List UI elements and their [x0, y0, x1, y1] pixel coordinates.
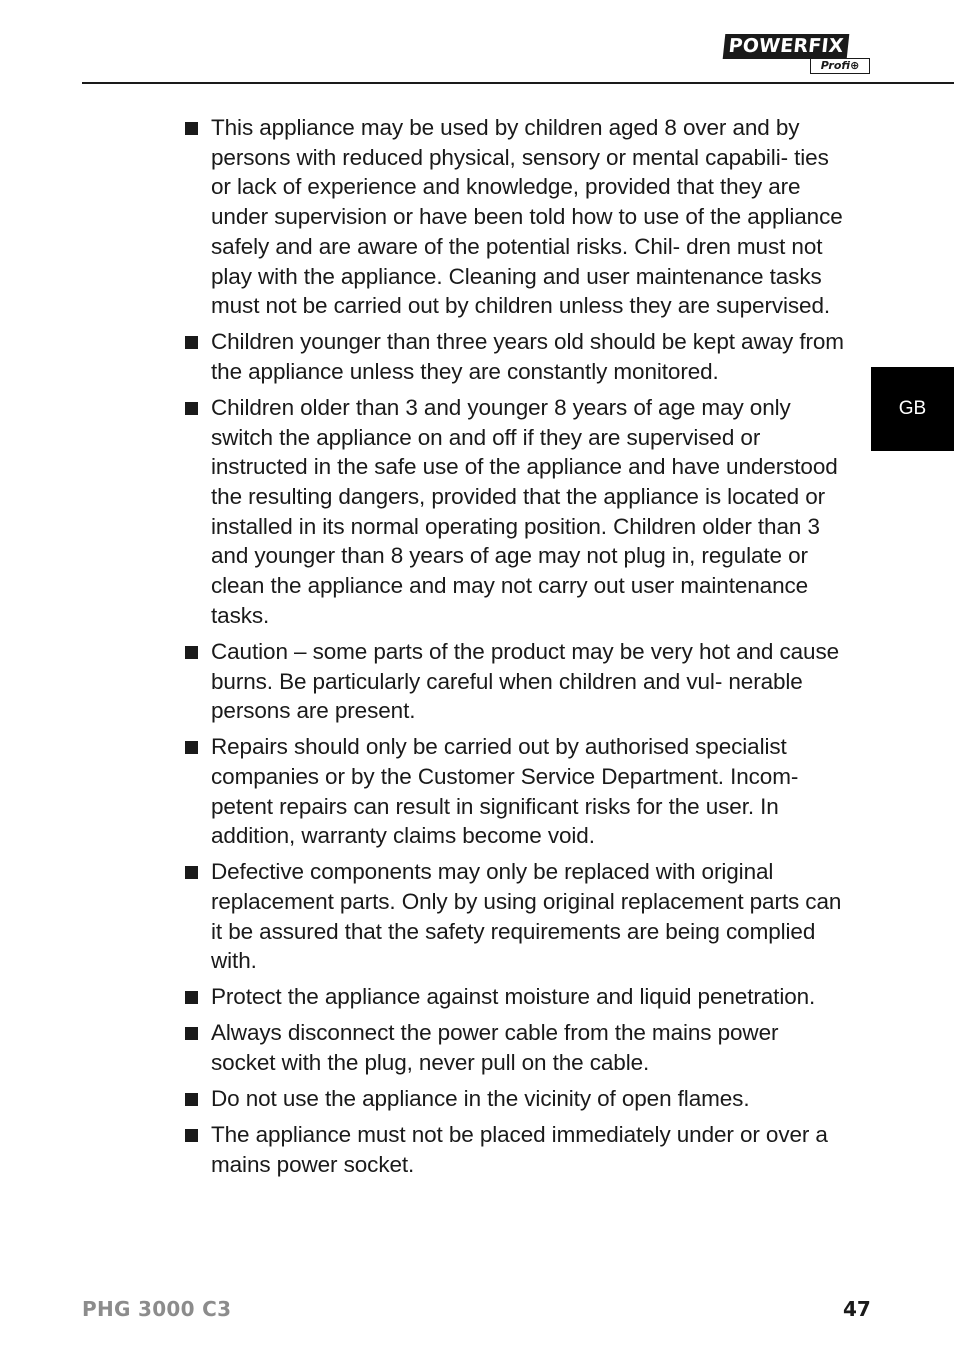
bullet-list	[183, 113, 848, 1180]
bullet-icon	[185, 1093, 198, 1106]
footer-model-name: PHG 3000 C3	[82, 1297, 232, 1321]
list-item	[183, 637, 848, 726]
list-item	[183, 982, 848, 1012]
list-item-text: Children younger than three years old should be kept away from the appliance unless they are constantly monitored.	[211, 329, 844, 384]
bullet-icon	[185, 741, 198, 754]
list-item	[183, 1018, 848, 1077]
bullet-icon	[185, 991, 198, 1004]
language-tab: GB	[871, 367, 954, 451]
list-item-text: Always disconnect the power cable from the mains power socket with the plug, never pull on the cable.	[211, 1020, 779, 1076]
list-item	[183, 1120, 848, 1179]
brand-logo-sub: Profi⊕	[810, 58, 870, 74]
list-item	[183, 732, 848, 851]
list-item	[183, 1084, 848, 1114]
bullet-icon	[185, 402, 198, 415]
bullet-icon	[185, 646, 198, 659]
bullet-icon	[185, 122, 198, 135]
list-item	[183, 327, 848, 386]
list-item	[183, 857, 848, 976]
header-divider	[82, 82, 954, 84]
list-item-text: The appliance must not be placed immediately under or over a mains power socket.	[211, 1122, 828, 1177]
list-item-text: This appliance may be used by children aged 8 over and by persons with reduced physical, sensory or mental capabili- ties or lack of experience and knowledge, provided that they are under supervision or have been told how to use of the appliance safely and are aware of the potential risks. Chil- dren must not play with the appliance. Cleaning and user maintenance tasks must not be carried out by children unless they are supervised.	[211, 115, 843, 319]
list-item-text: Repairs should only be carried out by authorised specialist companies or by the Customer Service Department. Incom- petent repairs can result in significant risks for the user. In addition, warranty claims become void.	[211, 734, 799, 849]
safety-instructions	[183, 113, 848, 1186]
brand-logo	[724, 34, 874, 76]
page-number: 47	[843, 1297, 871, 1321]
list-item-text: Caution – some parts of the product may be very hot and cause burns. Be particularly careful when children and vul- nerable persons are present.	[211, 638, 840, 724]
bullet-icon	[185, 1129, 198, 1142]
bullet-icon	[185, 336, 198, 349]
list-item	[183, 113, 848, 321]
list-item-text: Children older than 3 and younger 8 years of age may only switch the appliance on and off if they are supervised or instructed in the safe use of the appliance and have understood the resulting dangers, provided that the appliance is located or installed in its normal operating position. Children older than 3 and younger than 8 years of age may not plug in, regulate or clean the appliance and may not carry out user maintenance tasks.	[211, 394, 838, 628]
bullet-icon	[185, 866, 198, 879]
list-item	[183, 393, 848, 631]
brand-logo-main: POWERFIX	[723, 34, 850, 59]
list-item-text: Do not use the appliance in the vicinity of open flames.	[211, 1086, 750, 1112]
list-item-text: Protect the appliance against moisture and liquid penetration.	[211, 984, 816, 1010]
list-item-text: Defective components may only be replaced with original replacement parts. Only by using original replacement parts can it be assured that the safety requirements are being complied with.	[211, 859, 842, 974]
bullet-icon	[185, 1027, 198, 1040]
